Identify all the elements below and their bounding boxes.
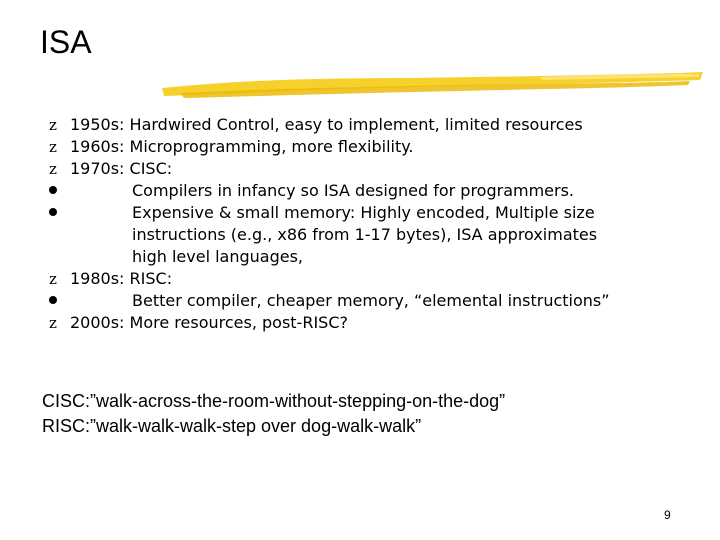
z-bullet-icon: z [49,138,57,156]
bullet-item [46,114,686,136]
z-bullet-icon: z [49,116,57,134]
page-number: 9 [664,508,671,522]
z-bullet-icon: z [49,160,57,178]
sub-bullet-text: Expensive & small memory: Highly encoded, Multiple size instructions (e.g., x86 from 1-17 bytes), ISA approximates high level languages, [132,203,598,266]
cisc-quote: CISC:”walk-across-the-room-without-stepping-on-the-dog” [42,391,506,411]
dot-bullet-icon [46,180,60,202]
bullet-item [46,312,686,334]
bullet-text: 1970s: CISC: [70,159,173,178]
z-bullet-icon: z [49,314,57,332]
bullet-text: 1980s: RISC: [70,269,173,288]
bullet-item [46,268,686,290]
title-underline-brush [160,66,705,104]
bullet-text: 1950s: Hardwired Control, easy to implement, limited resources [70,115,583,134]
dot-bullet-icon [46,290,60,312]
dot-bullet-icon [46,202,60,224]
slide-title: ISA [40,24,92,60]
bullet-item [46,136,686,158]
risc-quote: RISC:”walk-walk-walk-step over dog-walk-walk” [42,416,422,436]
sub-bullet-item [46,290,686,312]
bullet-text: 1960s: Microprogramming, more flexibility. [70,137,414,156]
bullet-item [46,158,686,180]
sub-bullet-text: Better compiler, cheaper memory, “elemental instructions” [132,291,610,310]
sub-bullet-text: Compilers in infancy so ISA designed for programmers. [132,181,575,200]
quote-block [42,389,505,439]
sub-bullet-item [46,202,686,268]
bullet-text: 2000s: More resources, post-RISC? [70,313,348,332]
bullet-list [46,114,686,334]
sub-bullet-item [46,180,686,202]
z-bullet-icon: z [49,270,57,288]
